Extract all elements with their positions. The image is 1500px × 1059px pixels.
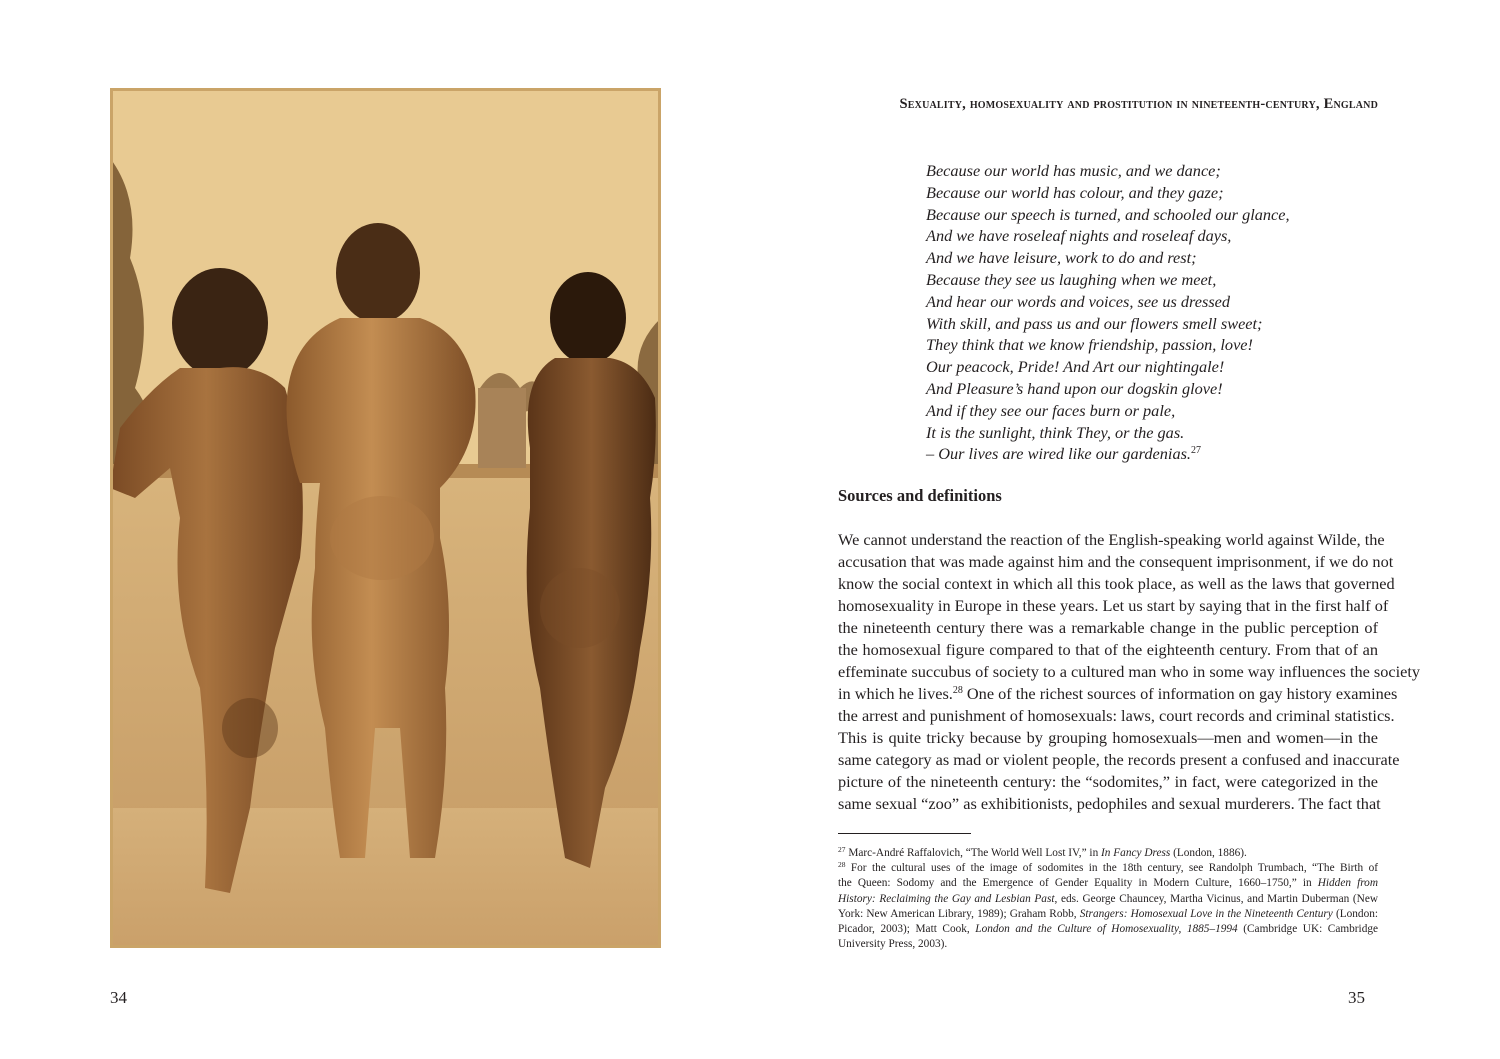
footnote-line <box>838 907 1378 922</box>
body-line: same sexual “zoo” as exhibitionists, pedophiles and sexual murderers. The fact that <box>838 794 1381 813</box>
page-number: 35 <box>1348 988 1365 1007</box>
poem-line: Our peacock, Pride! And Art our nightingale! <box>926 357 1225 377</box>
body-line: the nineteenth century there was a remarkable change in the public perception of <box>838 618 1378 637</box>
footnote-number: 28 <box>838 860 846 870</box>
footnote-title: In Fancy Dress <box>1101 847 1171 859</box>
footnote-divider <box>838 833 971 834</box>
footnote-text: Marc-André Raffalovich, “The World Well Lost IV,” in <box>845 847 1102 859</box>
footnote-number: 27 <box>838 845 846 854</box>
poem-epigraph <box>926 160 1290 465</box>
body-line: This is quite tricky because by grouping homosexuals—men and women—in the <box>838 728 1378 747</box>
footnote-line <box>838 861 1378 876</box>
poem-line: And Pleasure’s hand upon our dogskin glove! <box>926 378 1223 398</box>
poem-line: They think that we know friendship, passion, love! <box>926 335 1253 355</box>
footnote-title: Strangers: Homosexual Love in the Nineteenth Century <box>1079 907 1333 920</box>
body-line: accusation that was made against him and the consequent imprisonment, if we do not <box>838 552 1394 571</box>
photograph-illustration <box>110 88 661 948</box>
poem-line: Because our world has colour, and they gaze; <box>926 182 1224 202</box>
right-page <box>750 0 1500 1059</box>
body-line: picture of the nineteenth century: the “sodomites,” in fact, were categorized in the <box>838 772 1378 791</box>
poem-line: And we have roseleaf nights and roseleaf days, <box>926 226 1232 246</box>
body-paragraph <box>838 529 1421 815</box>
body-line: effeminate succubus of society to a cultured man who in some way influences the society <box>838 662 1421 681</box>
poem-line: And we have leisure, work to do and rest; <box>926 248 1197 268</box>
poem-line: And if they see our faces burn or pale, <box>926 400 1176 420</box>
body-line: know the social context in which all this took place, as well as the laws that governed <box>838 574 1395 593</box>
running-head: Sexuality, homosexuality and prostitution in nineteenth-century, England <box>899 96 1378 112</box>
footnote-text: , eds. George Chauncey, Martha Vicinus, and Martin Duberman (New <box>1054 892 1378 905</box>
footnote-text: (London, 1886). <box>1170 847 1247 859</box>
body-line: the homosexual figure compared to that of the eighteenth century. From that of an <box>838 640 1378 659</box>
footnote-text: (London: <box>1332 907 1379 920</box>
body-line: homosexuality in Europe in these years. Let us start by saying that in the first half of <box>838 596 1389 615</box>
body-line: We cannot understand the reaction of the English-speaking world against Wilde, the <box>838 530 1385 549</box>
footnote-line <box>838 876 1378 891</box>
body-line-text: in which he lives. <box>838 684 953 703</box>
poem-line <box>926 443 1290 465</box>
footnote-title: London and the Culture of Homosexuality, 1885–1994 <box>975 923 1238 936</box>
sepia-photograph <box>110 88 661 948</box>
footnote-text: For the cultural uses of the image of sodomites in the 18th century, see Randolph Trumbach, “The Birth of <box>845 862 1378 875</box>
footnotes <box>838 846 1378 952</box>
section-heading: Sources and definitions <box>838 486 1002 505</box>
footnote-ref-28[interactable]: 28 <box>952 685 963 696</box>
footnote-27 <box>838 846 1378 861</box>
footnote-text: Picador, 2003); Matt Cook, <box>838 923 976 936</box>
poem-line: Because our world has music, and we dance; <box>926 161 1221 180</box>
poem-line: It is the sunlight, think They, or the gas. <box>926 422 1185 442</box>
page-number: 34 <box>110 988 127 1007</box>
body-line-text: One of the richest sources of information on gay history examines <box>962 684 1398 703</box>
footnote-line <box>838 922 1378 937</box>
poem-line: With skill, and pass us and our flowers smell sweet; <box>926 313 1263 333</box>
footnote-title: Hidden from <box>1317 877 1378 890</box>
footnote-text: (Cambridge UK: Cambridge <box>1237 923 1379 936</box>
footnote-ref-27[interactable]: 27 <box>1191 445 1201 457</box>
footnote-line <box>838 892 1378 907</box>
poem-line-text: – Our lives are wired like our gardenias. <box>926 444 1191 464</box>
poem-line: And hear our words and voices, see us dressed <box>926 291 1231 311</box>
footnote-line: University Press, 2003). <box>838 938 948 951</box>
body-line <box>838 683 1398 705</box>
footnote-title: History: Reclaiming the Gay and Lesbian Past <box>838 892 1055 905</box>
poem-line: Because our speech is turned, and schooled our glance, <box>926 204 1290 224</box>
footnote-text: the Queen: Sodomy and the Emergence of Gender Equality in Modern Culture, 1660–1750,” in <box>838 877 1318 890</box>
body-line: the arrest and punishment of homosexuals: laws, court records and criminal statistics. <box>838 706 1395 725</box>
poem-line: Because they see us laughing when we meet, <box>926 269 1217 289</box>
footnote-text: York: New American Library, 1989); Graham Robb, <box>838 907 1080 920</box>
footnote-28 <box>838 861 1378 952</box>
body-line: same category as mad or violent people, the records present a confused and inaccurate <box>838 750 1400 769</box>
